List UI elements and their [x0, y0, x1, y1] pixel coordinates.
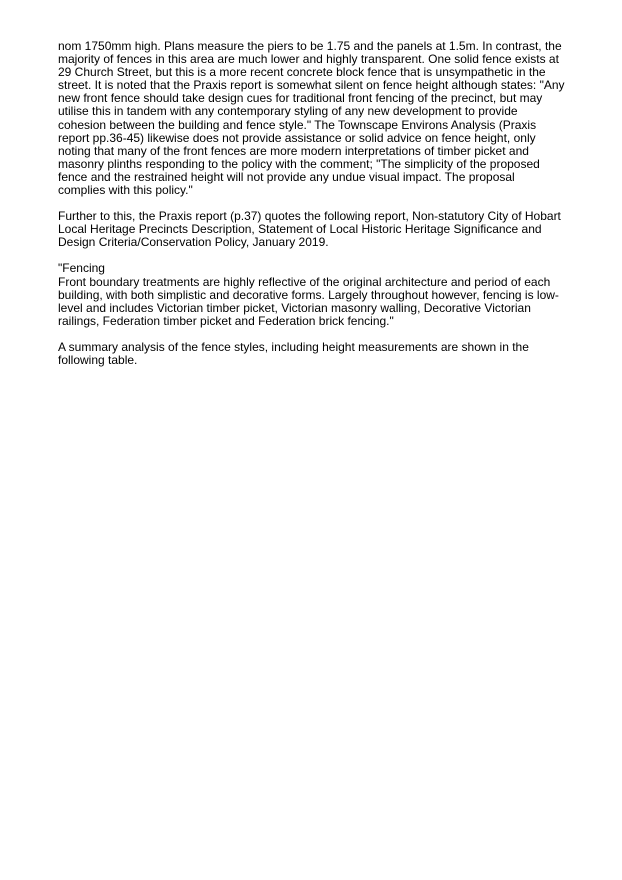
text-line: Design Criteria/Conservation Policy, January 2019.: [58, 235, 329, 250]
paragraph-fencing-quote: [58, 262, 570, 327]
paragraph-summary: [58, 341, 570, 367]
text-line: majority of fences in this area are much lower and highly transparent. One solid fence exists at: [58, 52, 559, 67]
text-line: Local Heritage Precincts Description, Statement of Local Historic Heritage Significance and: [58, 222, 542, 237]
paragraph-praxis-quote-intro: [58, 210, 570, 249]
text-line: masonry plinths responding to the policy with the comment; "The simplicity of the proposed: [58, 156, 540, 171]
text-line: A summary analysis of the fence styles, including height measurements are shown in the: [58, 339, 529, 354]
text-line: new front fence should take design cues for traditional front fencing of the precinct, but may: [58, 91, 543, 106]
quote-heading: "Fencing: [58, 261, 105, 276]
text-line: fence and the restrained height will not provide any undue visual impact. The proposal: [58, 169, 515, 184]
text-line: Front boundary treatments are highly reflective of the original architecture and period of each: [58, 274, 551, 289]
text-line: noting that many of the front fences are more modern interpretations of timber picket and: [58, 143, 529, 158]
paragraph-spacer: [58, 249, 570, 262]
paragraph-fence-height: [58, 40, 570, 197]
paragraph-spacer: [58, 328, 570, 341]
text-line: nom 1750mm high. Plans measure the piers to be 1.75 and the panels at 1.5m. In contrast, the: [58, 39, 562, 53]
text-line: railings, Federation timber picket and Federation brick fencing.": [58, 313, 394, 328]
text-line: 29 Church Street, but this is a more recent concrete block fence that is unsympathetic in the: [58, 65, 546, 80]
text-line: building, with both simplistic and decorative forms. Largely throughout however, fencing is low-: [58, 287, 559, 302]
text-line: level and includes Victorian timber picket, Victorian masonry walling, Decorative Victorian: [58, 300, 531, 315]
text-line: cohesion between the building and fence style." The Townscape Environs Analysis (Praxis: [58, 117, 537, 132]
text-line: following table.: [58, 352, 138, 367]
text-line: complies with this policy.": [58, 183, 193, 198]
text-line: Further to this, the Praxis report (p.37) quotes the following report, Non-statutory City of Hobart: [58, 209, 561, 224]
text-line: report pp.36-45) likewise does not provide assistance or solid advice on fence height, only: [58, 130, 536, 145]
text-line: street. It is noted that the Praxis report is somewhat silent on fence height although states: "Any: [58, 78, 565, 93]
document-body: [58, 40, 570, 367]
text-line: utilise this in tandem with any contemporary styling of any new development to provide: [58, 104, 518, 119]
